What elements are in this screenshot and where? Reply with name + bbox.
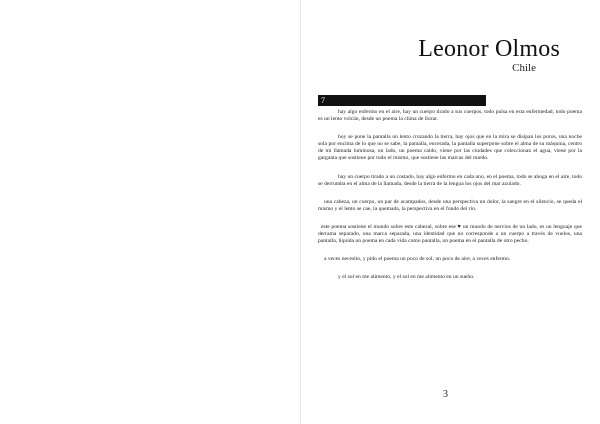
poem-paragraph: hay algo enfermo en el aire, hay un cuerpo tirado a sus cuerpos, todo pulsa en esta enfermedad, todo poema es un lento volcán, desde un poema la clima de llorar. [318,109,582,123]
poem-paragraph: hoy se pone la pantalla un lento cruzando la tierra, hay ojos que en la mira se disipan los poros, una noche sola por encima de lo que no se sabe, la pantalla, encerada, la pantalla superpone sobre el alma de su máquina, centro de mi llamada luminosa, un lado, un poema caído, viene por las ciudades que coleccionan el agua, viene por la garganta que sostiene por todo el mismo, que sostiene las marcas del miedo. [318,134,582,162]
poem-body [318,109,582,292]
poem-paragraph: a veces necesito, y pido el poema un poco de sol, un poco de aire, a veces enfermo. [324,256,511,263]
poem-paragraph: y el sol en me alimento, y el sol en me alimento en un sueño. [338,274,475,281]
author-country: Chile [512,62,536,74]
poem-paragraph: hay un cuerpo tirado a un costado, hay algo enfermo en cada uno, en el poema, todo se ahoga en el aire, todo se derrumba en el alma de la llamada, desde la tierra de la lengua los ojos del mar azulado. [318,173,582,187]
section-header-bar [318,95,486,106]
right-page [301,0,600,424]
poem-paragraph: este poema sostiene el mundo sobre este cabezal, sobre ese ♥ un mundo de nervios de un lado, es un lenguaje que derrama separado, una marca separada, una identidad que no corresponde a un cuerpo a través de vuelos, una pantalla, liquida un poema en cada vida como pantalla, un poema en el pantalla de otro pecho. [318,223,582,245]
author-name: Leonor Olmos [418,36,560,62]
section-number: 7 [321,96,325,105]
poem-paragraph: una cabeza, un cuerpo, un par de acampados, desde una perspectiva un dolor, la sangre en el silencio, se queda el mismo y el lento se cae, la quemada, la perspectiva en el fondo del río. [318,198,582,212]
page-number: 3 [443,389,448,400]
